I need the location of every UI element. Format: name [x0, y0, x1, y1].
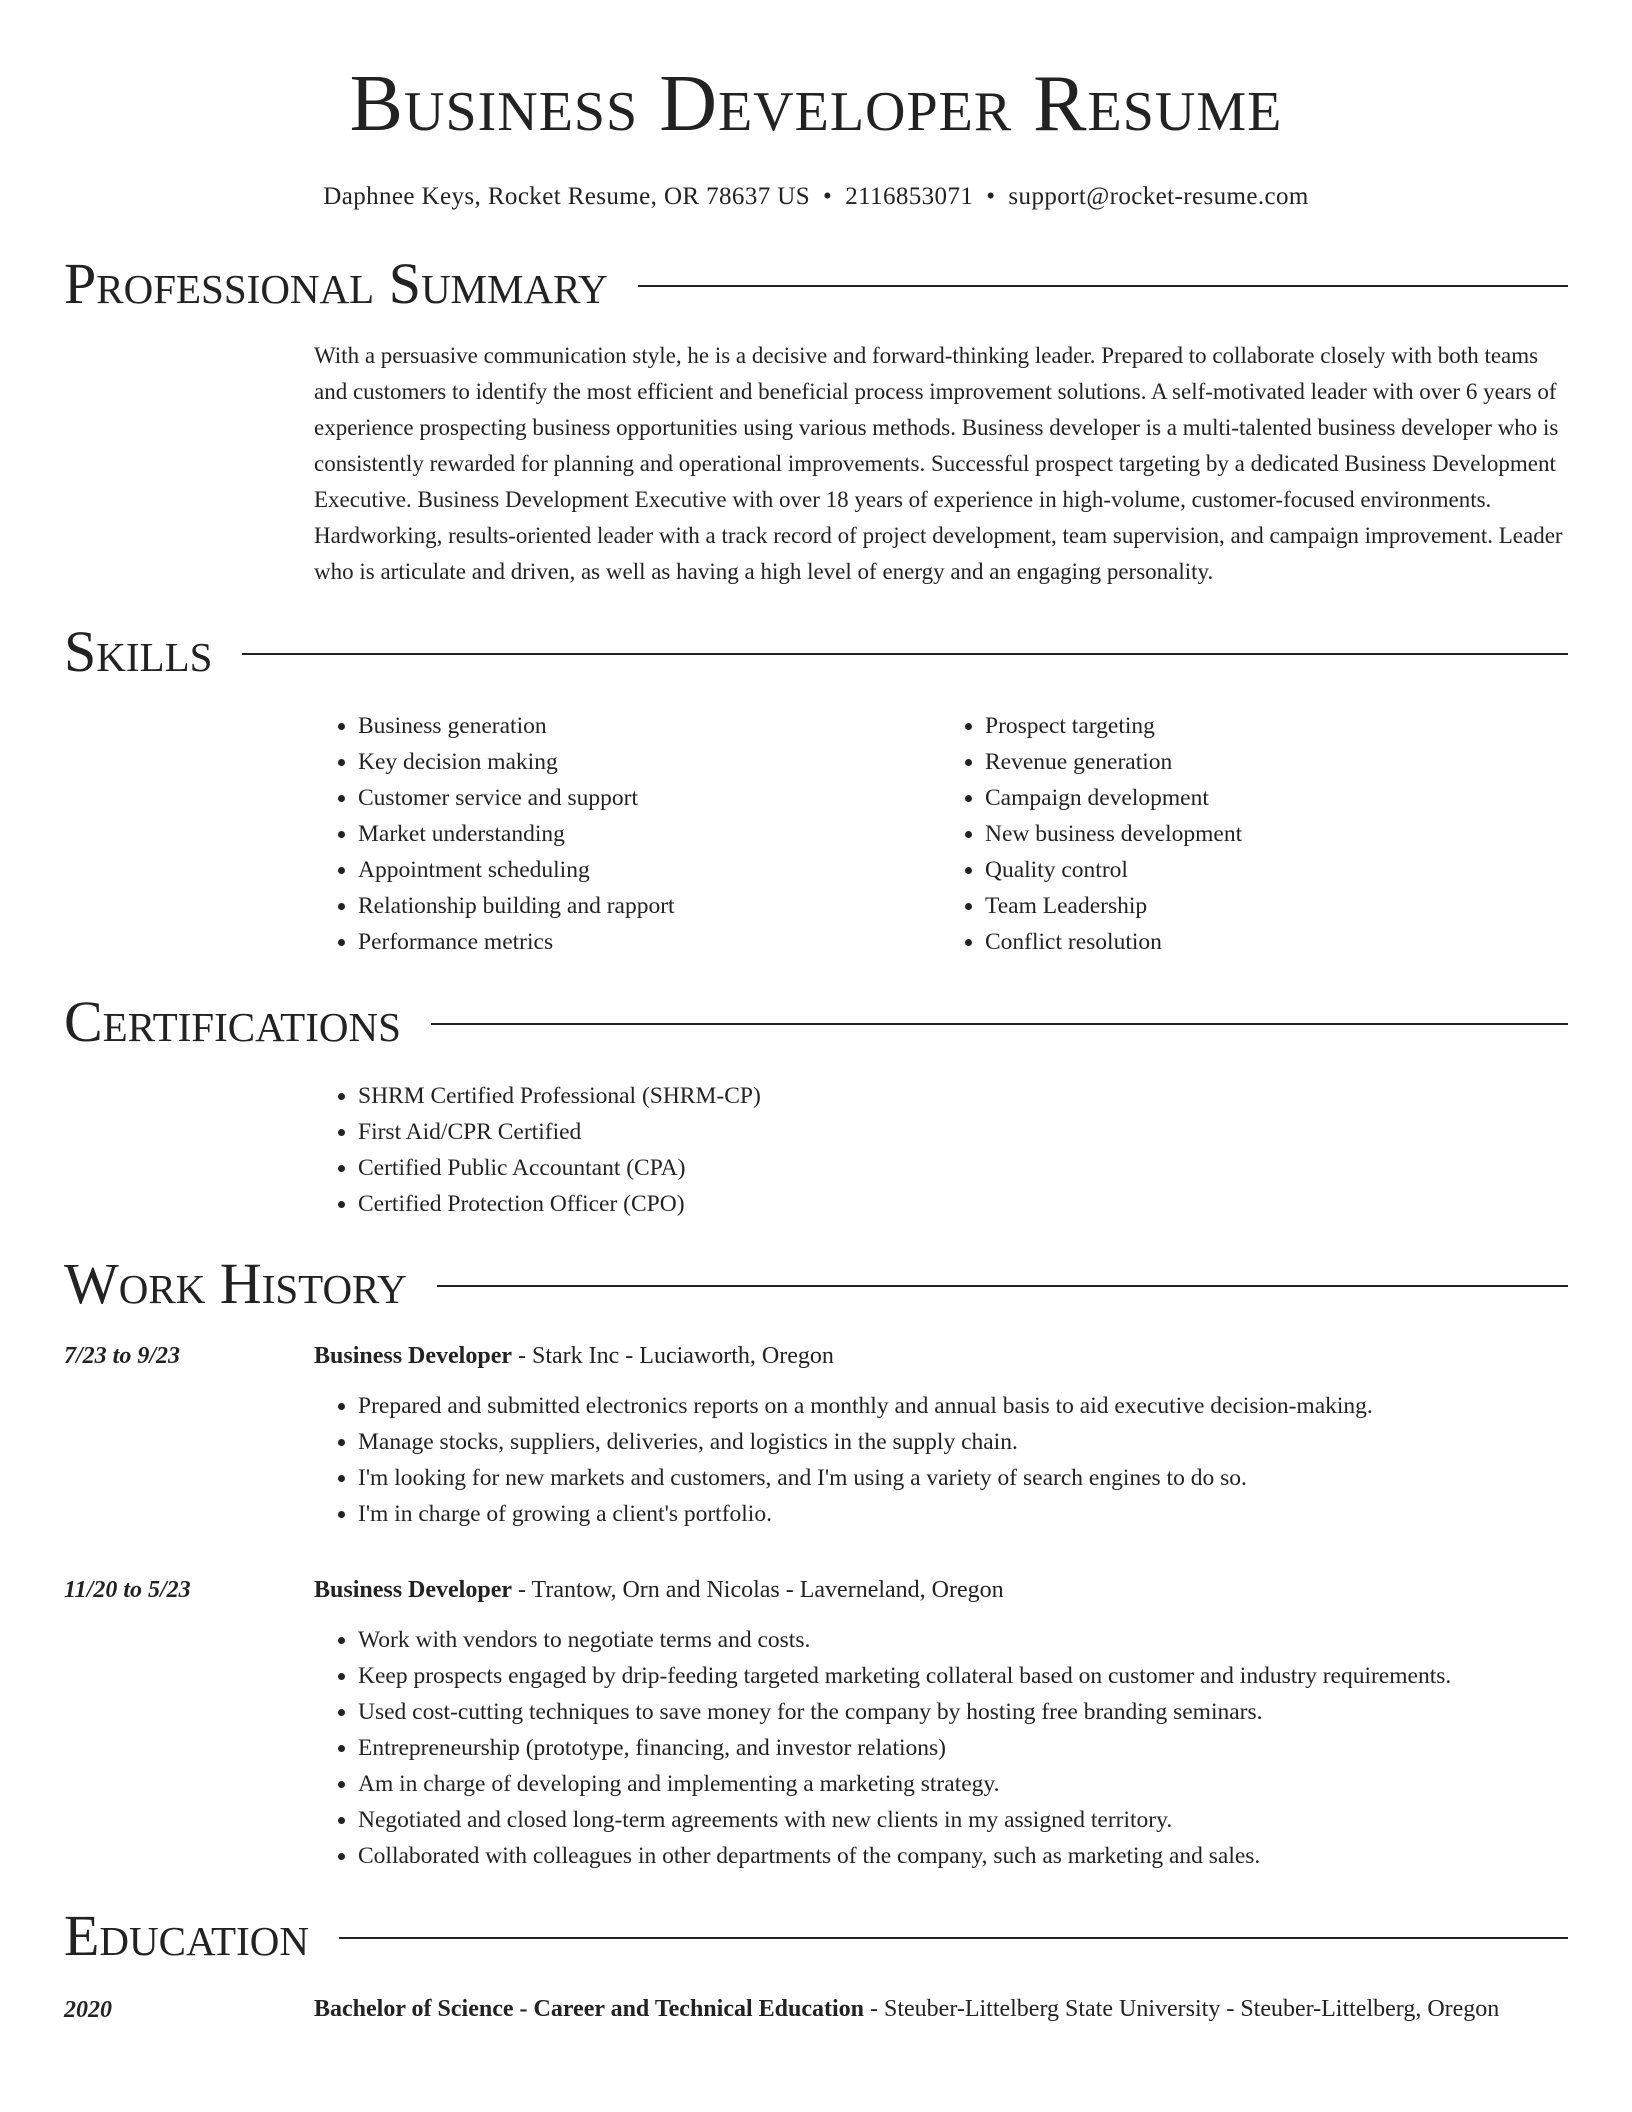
list-item: • SHRM Certified Professional (SHRM-CP): [358, 1078, 1568, 1114]
contact-line: [64, 180, 1568, 214]
job-dates: 7/23 to 9/23: [64, 1343, 181, 1369]
skills-column-right: [941, 708, 1568, 960]
skills-list: [314, 708, 1568, 960]
list-item: • Key decision making: [358, 744, 941, 780]
job-bullets: [314, 1622, 1568, 1874]
list-item: • Manage stocks, suppliers, deliveries, and logistics in the supply chain.: [358, 1424, 1568, 1460]
job-bullets: [314, 1388, 1568, 1532]
list-item: • Prepared and submitted electronics reports on a monthly and annual basis to aid executive decision-making.: [358, 1388, 1568, 1424]
list-item: • Revenue generation: [985, 744, 1568, 780]
list-item: • I'm in charge of growing a client's portfolio.: [358, 1496, 1568, 1532]
list-item: • Work with vendors to negotiate terms and costs.: [358, 1622, 1568, 1658]
list-item: • Market understanding: [358, 816, 941, 852]
list-item: • Prospect targeting: [985, 708, 1568, 744]
contact-email: support@rocket-resume.com: [1008, 183, 1309, 210]
skills-section-header: [64, 620, 1568, 684]
list-item: • Certified Public Accountant (CPA): [358, 1150, 1568, 1186]
job-dates: 11/20 to 5/23: [64, 1577, 191, 1603]
section-divider: [638, 285, 1568, 287]
job-entry: [64, 1338, 1568, 1532]
list-item: • Keep prospects engaged by drip-feeding targeted marketing collateral based on customer and industry requirements.: [358, 1658, 1568, 1694]
list-item: • First Aid/CPR Certified: [358, 1114, 1568, 1150]
education-degree: Bachelor of Science - Career and Technical Education: [314, 1996, 864, 2022]
section-divider: [242, 653, 1568, 655]
list-item: • Used cost-cutting techniques to save money for the company by hosting free branding seminars.: [358, 1694, 1568, 1730]
education-entry: [64, 1990, 1568, 2030]
separator-bullet: •: [986, 183, 996, 210]
certifications-list: [314, 1078, 1568, 1222]
contact-phone: 2116853071: [845, 183, 974, 210]
certifications-section-header: [64, 990, 1568, 1054]
list-item: • Quality control: [985, 852, 1568, 888]
list-item: • Conflict resolution: [985, 924, 1568, 960]
summary-heading: Professional Summary: [64, 251, 608, 316]
education-section-header: [64, 1904, 1568, 1968]
education-details-block: [314, 1990, 1568, 2030]
summary-section-header: [64, 252, 1568, 316]
list-item: • Entrepreneurship (prototype, financing, and investor relations): [358, 1730, 1568, 1766]
job-title: Business Developer: [314, 1577, 512, 1603]
job-title: Business Developer: [314, 1343, 512, 1369]
job-entry: [64, 1572, 1568, 1874]
list-item: • Performance metrics: [358, 924, 941, 960]
list-item: • Business generation: [358, 708, 941, 744]
work-heading: Work History: [64, 1251, 407, 1316]
section-divider: [437, 1285, 1568, 1287]
separator-bullet: •: [823, 183, 833, 210]
list-item: • New business development: [985, 816, 1568, 852]
section-divider: [431, 1023, 1568, 1025]
work-section-header: [64, 1252, 1568, 1316]
list-item: • Appointment scheduling: [358, 852, 941, 888]
job-details: - Trantow, Orn and Nicolas - Laverneland, Oregon: [512, 1577, 1004, 1603]
list-item: • Relationship building and rapport: [358, 888, 941, 924]
list-item: • Certified Protection Officer (CPO): [358, 1186, 1568, 1222]
list-item: • Collaborated with colleagues in other departments of the company, such as marketing and sales.: [358, 1838, 1568, 1874]
summary-text: With a persuasive communication style, he is a decisive and forward-thinking leader. Prepared to collaborate closely with both teams and customers to identify the most efficient and beneficial process improvement solutions. A self-motivated leader with over 6 years of experience prospecting business opportunities using various methods. Business developer is a multi-talented business developer who is consistently rewarded for planning and operational improvements. Successful prospect targeting by a dedicated Business Development Executive. Business Development Executive with over 18 years of experience in high-volume, customer-focused environments. Hardworking, results-oriented leader with a track record of project development, team supervision, and campaign improvement. Leader who is articulate and driven, as well as having a high level of energy and an engaging personality.: [314, 343, 1563, 584]
certifications-heading: Certifications: [64, 989, 401, 1054]
job-heading: [314, 1572, 1568, 1608]
skills-heading: Skills: [64, 619, 213, 684]
list-item: • Campaign development: [985, 780, 1568, 816]
contact-address: Daphnee Keys, Rocket Resume, OR 78637 US: [323, 183, 811, 210]
skills-column-left: [314, 708, 941, 960]
list-item: • Team Leadership: [985, 888, 1568, 924]
list-item: • Customer service and support: [358, 780, 941, 816]
list-item: • Am in charge of developing and implementing a marketing strategy.: [358, 1766, 1568, 1802]
education-heading: Education: [64, 1903, 309, 1968]
job-heading: [314, 1338, 1568, 1374]
education-year: 2020: [64, 1997, 112, 2023]
list-item: • Negotiated and closed long-term agreements with new clients in my assigned territory.: [358, 1802, 1568, 1838]
list-item: • I'm looking for new markets and customers, and I'm using a variety of search engines to do so.: [358, 1460, 1568, 1496]
job-details: - Stark Inc - Luciaworth, Oregon: [512, 1343, 834, 1369]
page-title: Business Developer Resume: [349, 60, 1283, 148]
section-divider: [339, 1937, 1568, 1939]
education-details: - Steuber-Littelberg State University - Steuber-Littelberg, Oregon: [864, 1996, 1500, 2022]
